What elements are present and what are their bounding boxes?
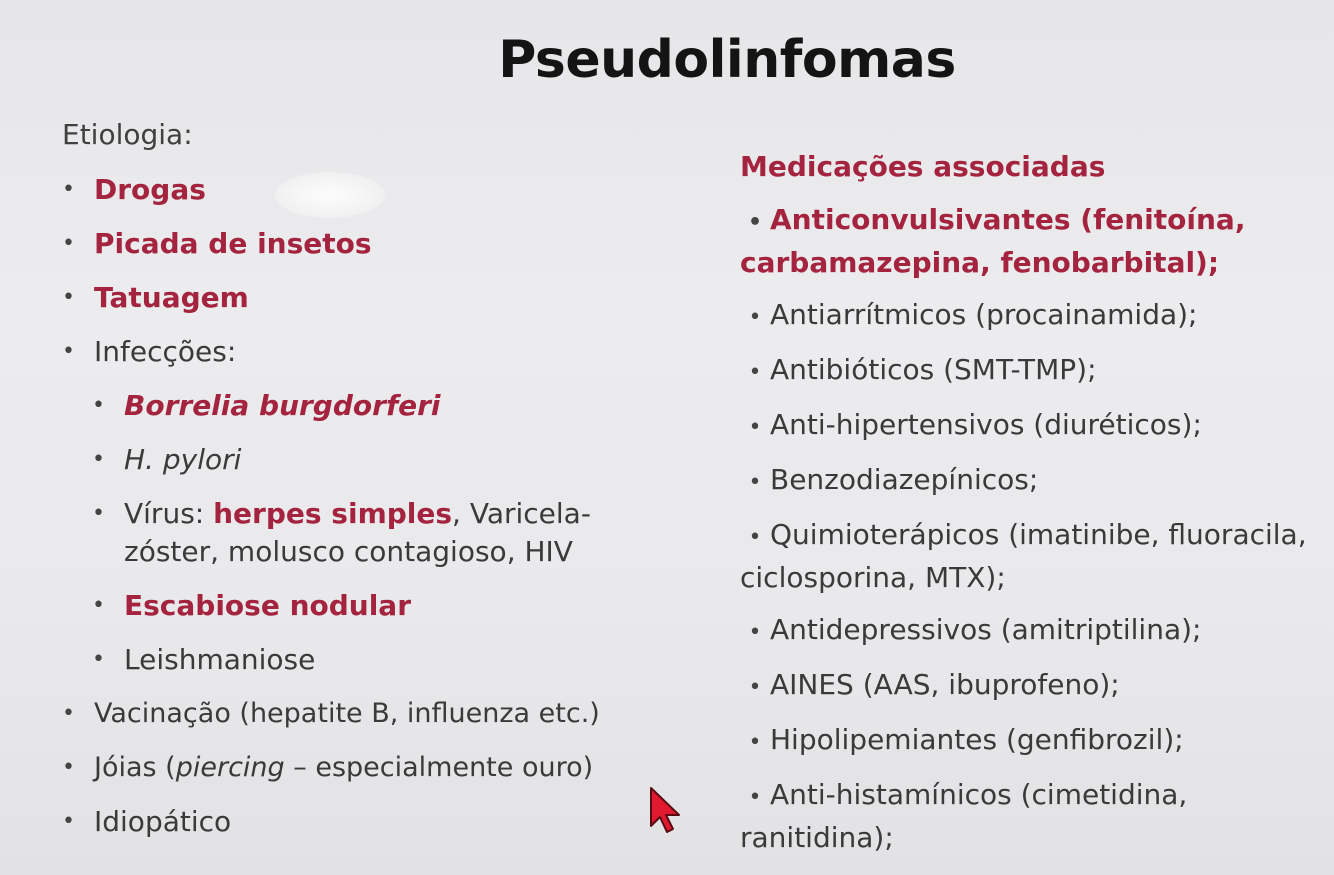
list-item-drogas <box>62 171 722 209</box>
bullet-icon: • <box>92 501 105 526</box>
item-text: H. pylori <box>124 443 242 476</box>
bullet-icon: • <box>62 177 75 202</box>
list-item-hpylori <box>92 441 722 479</box>
bullet-icon: • <box>92 647 105 672</box>
item-text: Hipolipemiantes (genfibrozil); <box>770 723 1184 756</box>
med-item-aines <box>740 665 1320 708</box>
bullet-icon: • <box>92 593 105 618</box>
item-text-post: – especialmente ouro) <box>284 752 594 783</box>
bullet-icon: • <box>62 809 75 834</box>
med-item-quimioterapicos <box>740 515 1320 598</box>
list-item-idiopatico <box>62 803 722 841</box>
bullet-icon: • <box>92 447 105 472</box>
item-text-italic: piercing <box>175 752 285 783</box>
bullet-icon: • <box>747 210 763 235</box>
item-text: Picada de insetos <box>94 227 372 260</box>
bullet-icon: • <box>62 755 75 780</box>
med-item-antibioticos <box>740 350 1320 393</box>
bullet-icon: • <box>748 525 762 550</box>
bullet-icon: • <box>748 360 762 385</box>
item-text: Anticonvulsivantes (fenitoína, carbamazepina, fenobarbital); <box>740 203 1246 279</box>
mouse-pointer-icon <box>648 786 688 836</box>
bullet-icon: • <box>748 730 762 755</box>
med-item-antidepressivos <box>740 610 1320 653</box>
item-text: Leishmaniose <box>124 643 316 676</box>
item-text: Escabiose nodular <box>124 589 412 622</box>
bullet-icon: • <box>748 415 762 440</box>
med-item-antiarritmicos <box>740 295 1320 338</box>
item-text: Idiopático <box>94 805 232 838</box>
item-text: Vacinação (hepatite B, influenza etc.) <box>94 698 600 729</box>
bullet-icon: • <box>62 339 75 364</box>
item-text: Benzodiazepínicos; <box>770 463 1039 496</box>
bullet-icon: • <box>748 620 762 645</box>
slide-title: Pseudolinfomas <box>498 30 956 90</box>
item-text: Anti-hipertensivos (diuréticos); <box>770 408 1202 441</box>
med-item-hipolipemiantes <box>740 720 1320 763</box>
etiology-heading: Etiologia: <box>62 118 193 151</box>
bullet-icon: • <box>62 701 75 726</box>
list-item-joias <box>62 749 722 787</box>
list-item-vacinacao <box>62 695 722 733</box>
bullet-icon: • <box>92 393 105 418</box>
bullet-icon: • <box>748 470 762 495</box>
item-text: Antibióticos (SMT-TMP); <box>770 353 1097 386</box>
bullet-icon: • <box>62 231 75 256</box>
item-text-post: , Varicela-zóster, molusco contagioso, HIV <box>124 497 591 568</box>
list-item-picada <box>62 225 722 263</box>
item-text: Anti-histamínicos (cimetidina, ranitidina); <box>740 778 1188 854</box>
medications-column <box>740 148 1320 870</box>
med-item-anti-hipertensivos <box>740 405 1320 448</box>
item-text: Drogas <box>94 173 206 206</box>
med-item-benzodiazepinicos <box>740 460 1320 503</box>
bullet-icon: • <box>748 305 762 330</box>
item-text: Antidepressivos (amitriptilina); <box>770 613 1202 646</box>
etiology-list <box>62 171 722 841</box>
list-item-tatuagem <box>62 279 722 317</box>
list-item-leishmaniose <box>92 641 722 679</box>
medications-heading: Medicações associadas <box>740 150 1106 183</box>
item-text-highlight: herpes simples <box>213 497 453 530</box>
med-item-anticonvulsivantes <box>740 200 1320 283</box>
list-item-borrelia <box>92 387 722 425</box>
bullet-icon: • <box>748 675 762 700</box>
item-text: AINES (AAS, ibuprofeno); <box>770 668 1120 701</box>
item-text: Infecções: <box>94 335 237 368</box>
list-item-escabiose <box>92 587 722 625</box>
item-text: Quimioterápicos (imatinibe, fluoracila, ciclosporina, MTX); <box>740 518 1307 594</box>
med-item-anti-histaminicos <box>740 775 1320 858</box>
etiology-column <box>62 115 722 857</box>
item-text: Tatuagem <box>94 281 249 314</box>
list-item-infeccoes <box>62 333 722 371</box>
item-text: Borrelia burgdorferi <box>124 389 441 422</box>
list-item-virus <box>92 495 684 571</box>
bullet-icon: • <box>62 285 75 310</box>
item-text: Antiarrítmicos (procainamida); <box>770 298 1198 331</box>
bullet-icon: • <box>748 785 762 810</box>
item-text-pre: Jóias ( <box>94 752 176 783</box>
item-text-pre: Vírus: <box>124 497 214 530</box>
